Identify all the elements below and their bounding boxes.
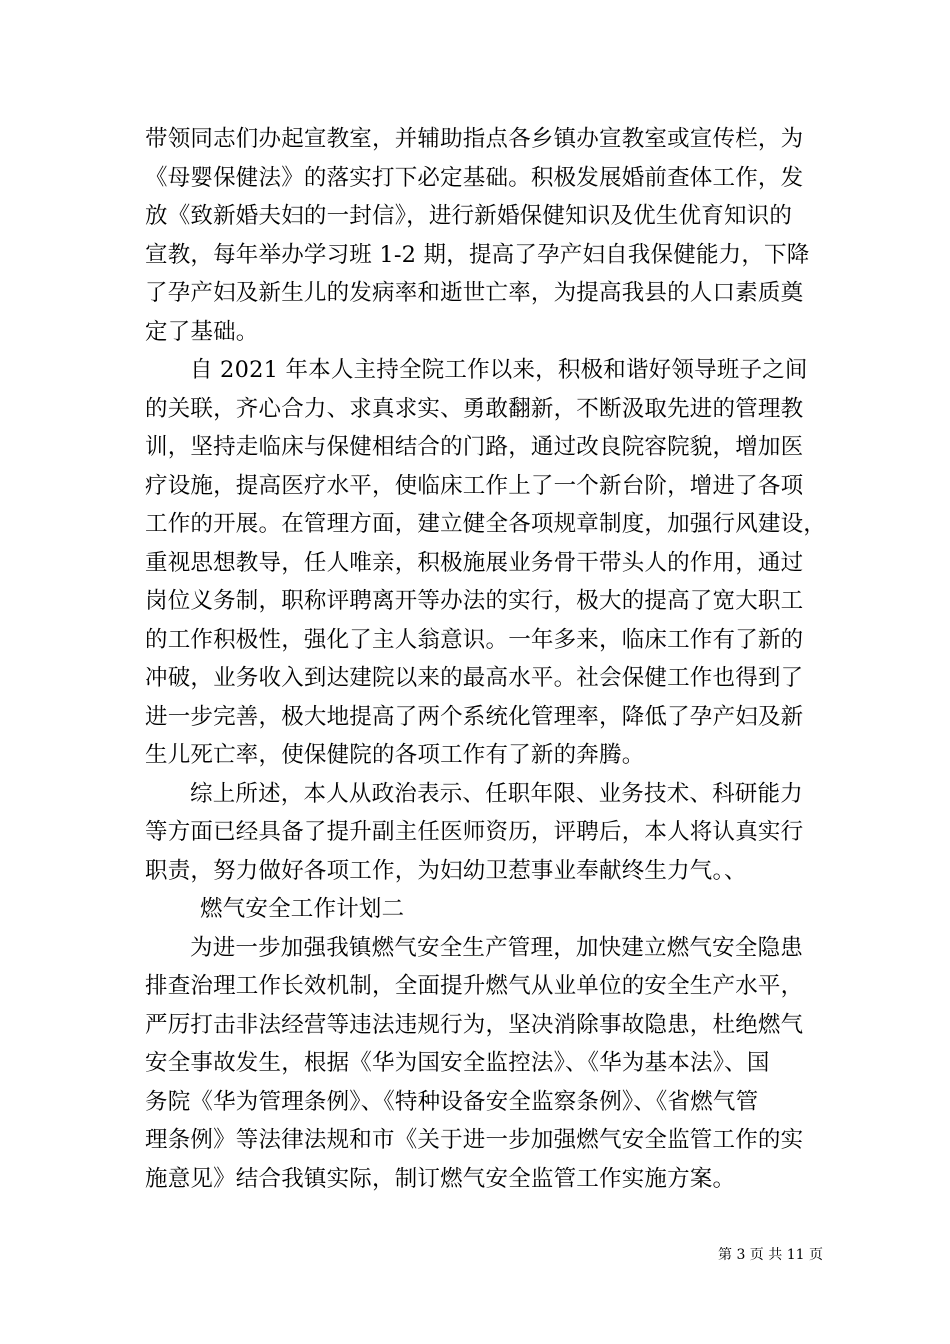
section-title: 燃气安全工作计划二 bbox=[200, 896, 405, 922]
body-text-line: 宣教，每年举办学习班 1-2 期，提高了孕产妇自我保健能力，下降 bbox=[145, 242, 810, 268]
body-text-line: 严厉打击非法经营等违法违规行为，坚决消除事故隐患，杜绝燃气 bbox=[145, 1012, 804, 1038]
body-text-line: 冲破，业务收入到达建院以来的最高水平。社会保健工作也得到了 bbox=[145, 665, 804, 691]
page-number: 第 3 页 共 11 页 bbox=[718, 1247, 823, 1263]
body-text-line: 了孕产妇及新生儿的发病率和逝世亡率，为提高我县的人口素质奠 bbox=[145, 280, 804, 306]
body-text-line: 务院《华为管理条例》、《特种设备安全监察条例》、《省燃气管 bbox=[145, 1089, 759, 1115]
body-text-line: 定了基础。 bbox=[145, 319, 259, 345]
body-text-line: 的工作积极性，强化了主人翁意识。一年多来，临床工作有了新的 bbox=[145, 627, 804, 653]
body-text-line: 的关联，齐心合力、求真求实、勇敢翻新，不断汲取先进的管理教 bbox=[145, 396, 804, 422]
body-text-line: 岗位义务制，职称评聘离开等办法的实行，极大的提高了宽大职工 bbox=[145, 588, 804, 614]
body-text-line: 理条例》等法律法规和市《关于进一步加强燃气安全监管工作的实 bbox=[145, 1127, 804, 1153]
body-text-line: 放《致新婚夫妇的一封信》，进行新婚保健知识及优生优育知识的 bbox=[145, 203, 793, 229]
body-text-line: 施意见》结合我镇实际，制订燃气安全监管工作实施方案。 bbox=[145, 1166, 736, 1192]
body-text-line: 生儿死亡率，使保健院的各项工作有了新的奔腾。 bbox=[145, 742, 645, 768]
body-text-line: 疗设施，提高医疗水平，使临床工作上了一个新台阶，增进了各项 bbox=[145, 473, 804, 499]
body-text-line: 带领同志们办起宣教室，并辅助指点各乡镇办宣教室或宣传栏，为 bbox=[145, 126, 804, 152]
body-text-line: 《母婴保健法》的落实打下必定基础。积极发展婚前查体工作，发 bbox=[145, 165, 804, 191]
body-text-line: 训，坚持走临床与保健相结合的门路，通过改良院容院貌，增加医 bbox=[145, 434, 804, 460]
body-text-line: 职责，努力做好各项工作，为妇幼卫惹事业奉献终生力气。、 bbox=[145, 858, 747, 884]
body-text-line: 等方面已经具备了提升副主任医师资历，评聘后，本人将认真实行 bbox=[145, 819, 804, 845]
body-text-line: 安全事故发生，根据《华为国安全监控法》、《华为基本法》、国 bbox=[145, 1050, 770, 1076]
body-text-line: 工作的开展。在管理方面，建立健全各项规章制度，加强行风建设， bbox=[145, 511, 827, 537]
paragraph-first-line: 为进一步加强我镇燃气安全生产管理，加快建立燃气安全隐患 bbox=[190, 935, 803, 961]
paragraph-first-line: 综上所述，本人从政治表示、任职年限、业务技术、科研能力 bbox=[190, 781, 803, 807]
body-text-line: 排查治理工作长效机制，全面提升燃气从业单位的安全生产水平， bbox=[145, 973, 804, 999]
body-text-line: 重视思想教导，任人唯亲，积极施展业务骨干带头人的作用，通过 bbox=[145, 550, 804, 576]
paragraph-first-line: 自 2021 年本人主持全院工作以来，积极和谐好领导班子之间 bbox=[190, 357, 808, 383]
body-text-line: 进一步完善，极大地提高了两个系统化管理率，降低了孕产妇及新 bbox=[145, 704, 804, 730]
